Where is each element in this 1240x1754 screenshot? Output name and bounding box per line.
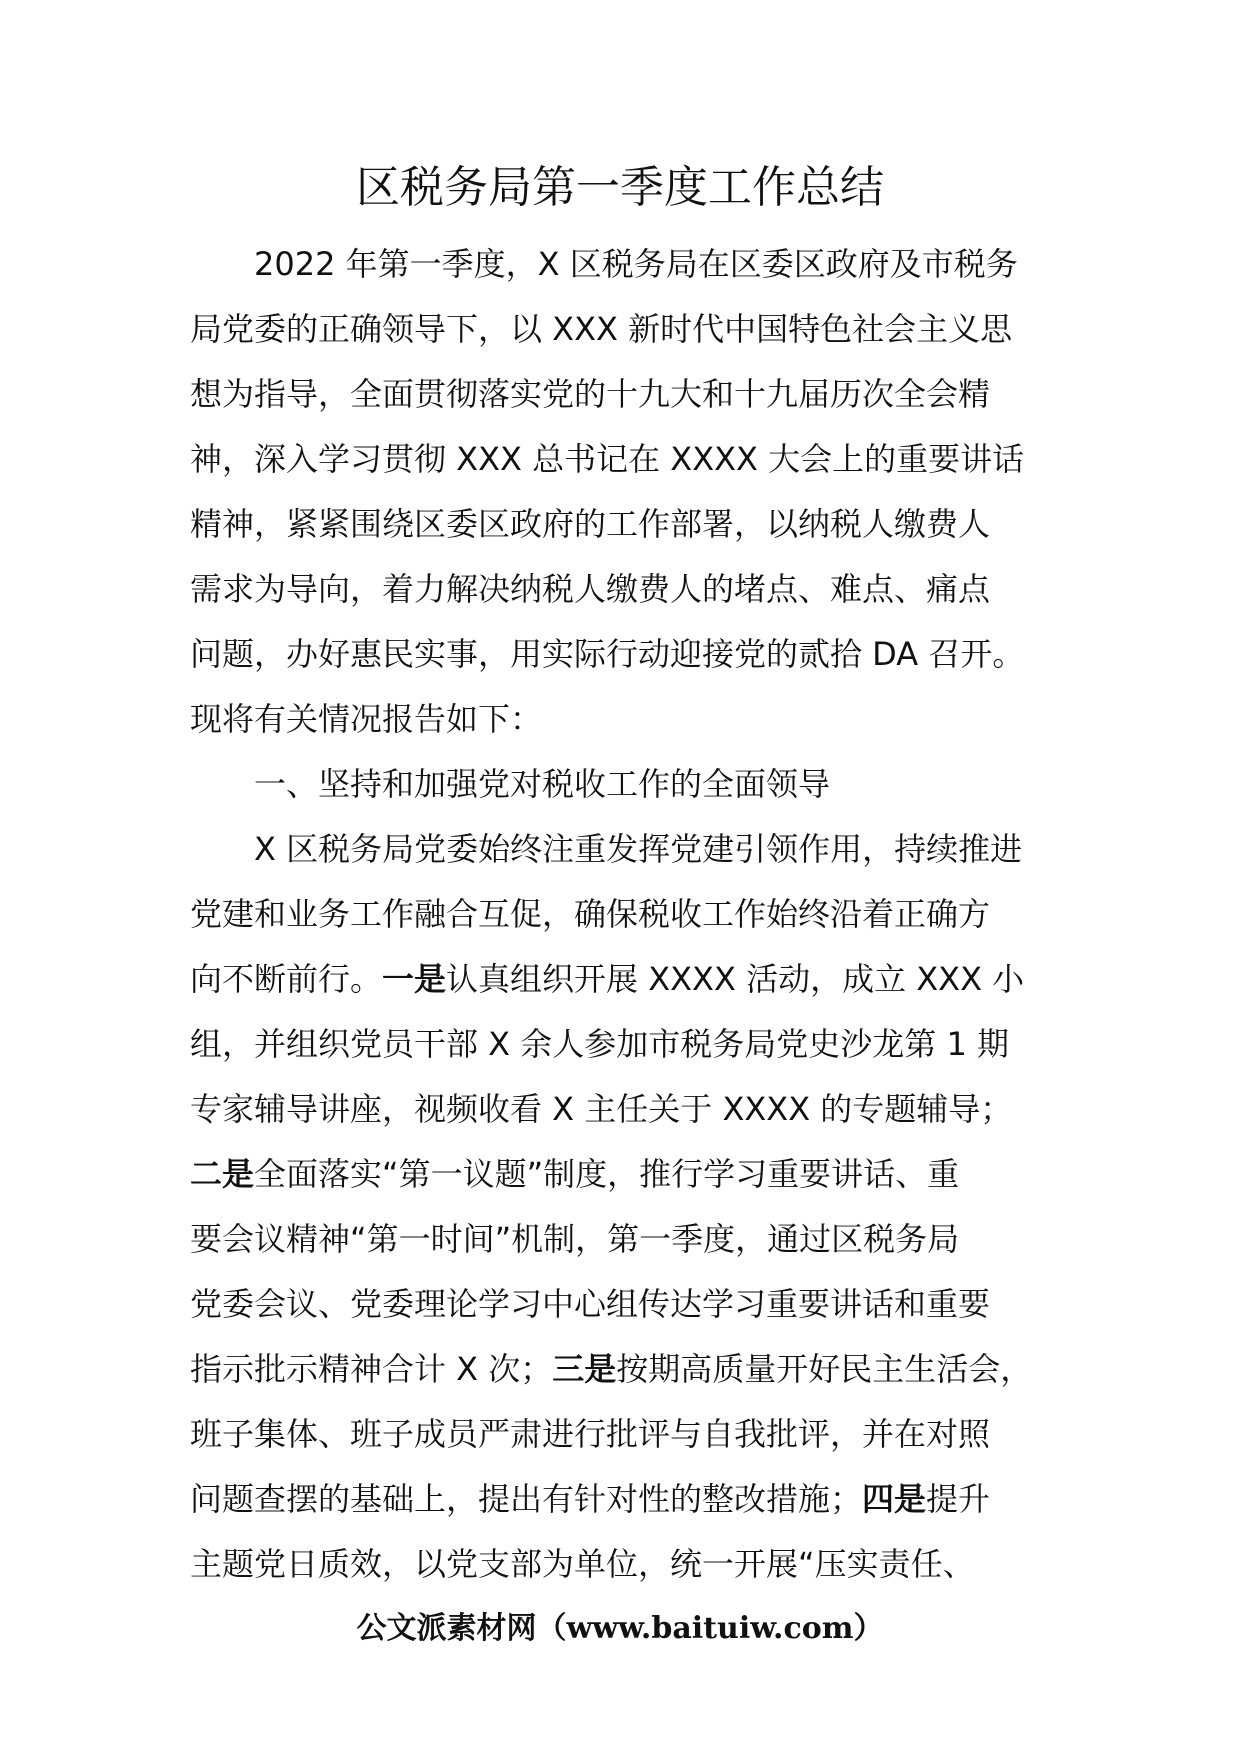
- paragraph-line: 需求为导向，着力解决纳税人缴费人的堵点、难点、痛点: [190, 570, 991, 608]
- paragraph-line: 专家辅导讲座，视频收看 X 主任关于 XXXX 的专题辅导；: [190, 1090, 1013, 1128]
- section-heading: 一、坚持和加强党对税收工作的全面领导: [254, 765, 831, 803]
- paragraph-line: [190, 1142, 1070, 1207]
- paragraph-line: 问题，办好惠民实事，用实际行动迎接党的贰拾 DA 召开。: [190, 635, 1025, 673]
- document-title: 区税务局第一季度工作总结: [356, 162, 884, 213]
- footer-watermark: 公文派素材网（www.baituiw.com）: [356, 1611, 884, 1646]
- paragraph-text: 问题查摆的基础上，提出有针对性的整改措施；: [190, 1480, 863, 1518]
- paragraph-line: 要会议精神“第一时间”机制，第一季度，通过区税务局: [190, 1220, 960, 1258]
- paragraph-line: 党建和业务工作融合互促，确保税收工作始终沿着正确方: [190, 895, 991, 933]
- paragraph-line: 现将有关情况报告如下：: [190, 700, 543, 738]
- paragraph-line: 组，并组织党员干部 X 余人参加市税务局党史沙龙第 1 期: [190, 1025, 1009, 1063]
- paragraph-line: 党委会议、党委理论学习中心组传达学习重要讲话和重要: [190, 1285, 991, 1323]
- paragraph-line: X 区税务局党委始终注重发挥党建引领作用，持续推进: [254, 830, 1023, 868]
- paragraph-text: 向不断前行。: [190, 960, 383, 998]
- paragraph-line: 想为指导，全面贯彻落实党的十九大和十九届历次全会精: [190, 375, 991, 413]
- point-marker: 一是: [382, 960, 447, 998]
- paragraph-line: 主题党日质效，以党支部为单位，统一开展“压实责任、: [190, 1545, 975, 1583]
- paragraph-line: 精神，紧紧围绕区委区政府的工作部署，以纳税人缴费人: [190, 505, 991, 543]
- document-body: [190, 232, 1070, 1597]
- paragraph-line: [190, 1337, 1070, 1402]
- paragraph-line: 局党委的正确领导下，以 XXX 新时代中国特色社会主义思: [190, 310, 1013, 348]
- point-marker: 三是: [552, 1350, 617, 1388]
- paragraph-line: [190, 1467, 1070, 1532]
- paragraph-text: 指示批示精神合计 X 次；: [190, 1350, 553, 1388]
- paragraph-text: 按期高质量开好民主生活会，: [616, 1350, 1033, 1388]
- paragraph-text: 认真组织开展 XXXX 活动，成立 XXX 小: [446, 960, 1025, 998]
- paragraph-line: 班子集体、班子成员严肃进行批评与自我批评，并在对照: [190, 1415, 991, 1453]
- paragraph-line: [190, 947, 1070, 1012]
- paragraph-text: 提升: [926, 1480, 991, 1518]
- paragraph-text: 全面落实“第一议题”制度，推行学习重要讲话、重: [254, 1155, 960, 1193]
- point-marker: 二是: [190, 1155, 255, 1193]
- paragraph-line: 2022 年第一季度，X 区税务局在区委区政府及市税务: [254, 245, 1018, 283]
- paragraph-line: 神，深入学习贯彻 XXX 总书记在 XXXX 大会上的重要讲话: [190, 440, 1025, 478]
- point-marker: 四是: [862, 1480, 927, 1518]
